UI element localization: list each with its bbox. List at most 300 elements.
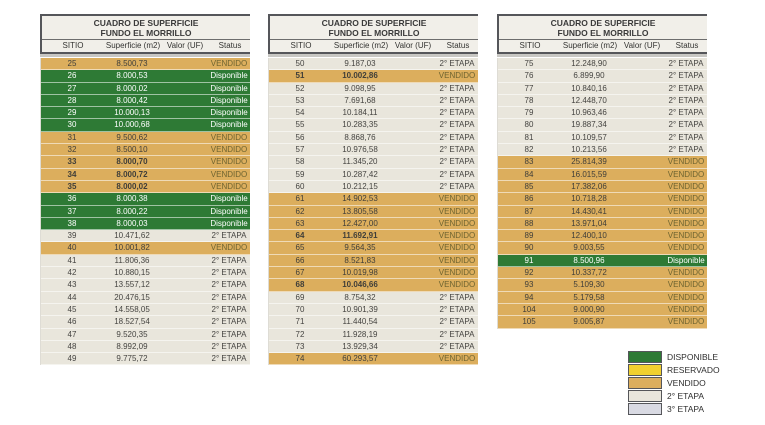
- cell-sitio: 48: [67, 341, 77, 351]
- cell-valor: [618, 242, 664, 254]
- table-row: [498, 218, 707, 230]
- cell-status: 2° ETAPA: [439, 157, 475, 167]
- cell-sitio: 45: [67, 304, 77, 314]
- cell-valor: [161, 58, 207, 70]
- cell-sitio: 30: [67, 120, 77, 130]
- cell-sitio: 27: [67, 83, 77, 93]
- cell-superficie: 10.000,68: [114, 120, 150, 130]
- table-row: [41, 95, 250, 107]
- table-row: [41, 181, 250, 193]
- surface-table: [497, 14, 707, 329]
- column-header-superficie: Superficie (m2): [333, 41, 389, 50]
- cell-valor: [161, 169, 207, 181]
- table-row: [498, 83, 707, 95]
- cell-sitio: 74: [295, 354, 305, 364]
- cell-sitio: 67: [295, 268, 305, 278]
- cell-sitio: 43: [67, 280, 77, 290]
- cell-status: 2° ETAPA: [668, 71, 704, 81]
- cell-valor: [618, 218, 664, 230]
- cell-superficie: 20.476,15: [114, 292, 150, 302]
- cell-status: VENDIDO: [438, 354, 476, 364]
- cell-valor: [389, 255, 435, 267]
- cell-superficie: 8.000,22: [116, 206, 148, 216]
- cell-valor: [389, 107, 435, 119]
- cell-sitio: 91: [524, 255, 534, 265]
- cell-status: 2° ETAPA: [439, 59, 475, 68]
- table-row: [498, 95, 707, 107]
- table-row: [41, 132, 250, 144]
- legend-item: [628, 350, 720, 363]
- cell-sitio: 85: [524, 181, 534, 191]
- cell-sitio: 77: [524, 83, 534, 93]
- cell-valor: [161, 83, 207, 95]
- cell-superficie: 10.283,35: [342, 120, 378, 130]
- cell-status: 2° ETAPA: [439, 292, 475, 302]
- cell-valor: [389, 70, 435, 82]
- cell-status: VENDIDO: [667, 194, 705, 204]
- table-row: [41, 206, 250, 218]
- cell-superficie: 14.430,41: [571, 206, 607, 216]
- cell-superficie: 14.558,05: [114, 304, 150, 314]
- cell-sitio: 86: [524, 194, 534, 204]
- cell-status: VENDIDO: [667, 292, 705, 302]
- table-body: [268, 58, 478, 365]
- cell-status: 2° ETAPA: [439, 132, 475, 142]
- cell-superficie: 10.212,15: [342, 181, 378, 191]
- cell-status: 2° ETAPA: [211, 329, 247, 339]
- cell-sitio: 93: [524, 280, 534, 290]
- table-row: [269, 107, 478, 119]
- cell-superficie: 10.002,86: [342, 71, 378, 81]
- cell-valor: [161, 206, 207, 218]
- cell-status: 2° ETAPA: [439, 169, 475, 179]
- cell-superficie: 18.527,54: [114, 317, 150, 327]
- cell-superficie: 9.005,87: [573, 317, 605, 327]
- cell-sitio: 87: [524, 206, 534, 216]
- cell-sitio: 92: [524, 268, 534, 278]
- cell-sitio: 38: [67, 218, 77, 228]
- cell-superficie: 10.287,42: [342, 169, 378, 179]
- cell-sitio: 47: [67, 329, 77, 339]
- table-row: [41, 353, 250, 365]
- cell-status: 2° ETAPA: [211, 268, 247, 278]
- column-headers: [42, 39, 250, 54]
- cell-valor: [389, 181, 435, 193]
- cell-status: VENDIDO: [210, 181, 248, 191]
- table-row: [269, 304, 478, 316]
- cell-sitio: 72: [295, 329, 305, 339]
- cell-valor: [389, 206, 435, 218]
- cell-status: VENDIDO: [667, 206, 705, 216]
- table-row: [41, 255, 250, 267]
- cell-sitio: 64: [295, 231, 305, 241]
- cell-valor: [161, 341, 207, 353]
- cell-status: VENDIDO: [210, 169, 248, 179]
- cell-superficie: 10.963,46: [571, 108, 607, 118]
- cell-valor: [161, 267, 207, 279]
- cell-superficie: 11.440,54: [342, 317, 378, 327]
- cell-superficie: 9.003,55: [573, 243, 605, 253]
- legend: [628, 350, 720, 415]
- legend-swatch: [628, 390, 662, 402]
- cell-superficie: 10.000,13: [114, 108, 150, 118]
- legend-swatch: [628, 364, 662, 376]
- cell-superficie: 8.000,02: [116, 181, 148, 191]
- cell-sitio: 31: [67, 132, 77, 142]
- table-row: [269, 70, 478, 82]
- table-row: [41, 193, 250, 205]
- cell-valor: [389, 304, 435, 316]
- legend-item: [628, 389, 720, 402]
- legend-swatch: [628, 351, 662, 363]
- cell-status: 2° ETAPA: [439, 181, 475, 191]
- cell-superficie: 17.382,06: [571, 181, 607, 191]
- cell-sitio: 89: [524, 231, 534, 241]
- cell-status: 2° ETAPA: [439, 304, 475, 314]
- cell-status: VENDIDO: [438, 280, 476, 290]
- cell-status: Disponible: [210, 206, 248, 216]
- table-row: [269, 316, 478, 328]
- table-row: [269, 193, 478, 205]
- cell-superficie: 10.471,62: [114, 231, 150, 241]
- cell-superficie: 10.840,16: [571, 83, 607, 93]
- table-row: [498, 119, 707, 131]
- surface-table: [268, 14, 478, 365]
- cell-valor: [389, 169, 435, 181]
- table-row: [498, 242, 707, 254]
- table-row: [269, 279, 478, 291]
- cell-sitio: 105: [522, 317, 536, 327]
- cell-valor: [389, 218, 435, 230]
- table-row: [269, 58, 478, 70]
- table-row: [41, 267, 250, 279]
- table-row: [269, 292, 478, 304]
- cell-valor: [389, 156, 435, 168]
- table-row: [269, 341, 478, 353]
- cell-sitio: 65: [295, 243, 305, 253]
- cell-status: 2° ETAPA: [211, 304, 247, 314]
- table-row: [41, 279, 250, 291]
- column-header-valor: Valor (UF): [623, 41, 661, 50]
- cell-sitio: 44: [67, 292, 77, 302]
- table-row: [269, 144, 478, 156]
- cell-superficie: 12.248,90: [571, 59, 607, 68]
- cell-superficie: 13.805,58: [342, 206, 378, 216]
- table-title: [42, 16, 250, 39]
- cell-valor: [161, 107, 207, 119]
- cell-sitio: 76: [524, 71, 534, 81]
- cell-status: Disponible: [210, 218, 248, 228]
- cell-sitio: 57: [295, 145, 305, 155]
- cell-sitio: 25: [67, 59, 77, 68]
- cell-superficie: 9.187,03: [344, 59, 376, 68]
- column-header-sitio: SITIO: [290, 41, 312, 50]
- cell-valor: [161, 292, 207, 304]
- cell-superficie: 13.557,12: [114, 280, 150, 290]
- cell-status: VENDIDO: [438, 218, 476, 228]
- table-title-line2: FUNDO EL MORRILLO: [100, 28, 192, 38]
- cell-status: VENDIDO: [438, 268, 476, 278]
- cell-valor: [161, 119, 207, 131]
- cell-valor: [389, 230, 435, 242]
- cell-valor: [161, 181, 207, 193]
- cell-status: VENDIDO: [438, 71, 476, 81]
- table-row: [269, 218, 478, 230]
- cell-sitio: 46: [67, 317, 77, 327]
- table-row: [41, 83, 250, 95]
- table-row: [498, 156, 707, 168]
- table-row: [41, 70, 250, 82]
- table-title-line1: CUADRO DE SUPERFICIE: [321, 18, 427, 28]
- cell-superficie: 8.500,10: [116, 145, 148, 155]
- cell-valor: [618, 156, 664, 168]
- table-row: [41, 156, 250, 168]
- column-header-status: Status: [218, 41, 242, 50]
- cell-sitio: 69: [295, 292, 305, 302]
- cell-superficie: 13.971,04: [571, 218, 607, 228]
- cell-superficie: 10.046,66: [342, 280, 378, 290]
- cell-status: VENDIDO: [667, 169, 705, 179]
- cell-superficie: 8.000,02: [116, 83, 148, 93]
- cell-valor: [389, 329, 435, 341]
- cell-superficie: 10.901,39: [342, 304, 378, 314]
- cell-valor: [618, 70, 664, 82]
- cell-status: 2° ETAPA: [439, 329, 475, 339]
- cell-status: VENDIDO: [667, 243, 705, 253]
- cell-valor: [389, 132, 435, 144]
- cell-superficie: 8.000,72: [116, 169, 148, 179]
- cell-superficie: 16.015,59: [571, 169, 607, 179]
- cell-sitio: 60: [295, 181, 305, 191]
- cell-superficie: 5.179,58: [573, 292, 605, 302]
- cell-status: VENDIDO: [210, 132, 248, 142]
- cell-valor: [618, 267, 664, 279]
- cell-superficie: 25.814,39: [571, 157, 607, 167]
- cell-status: 2° ETAPA: [439, 108, 475, 118]
- column-headers: [499, 39, 707, 54]
- cell-valor: [389, 242, 435, 254]
- cell-sitio: 26: [67, 71, 77, 81]
- cell-status: VENDIDO: [438, 231, 476, 241]
- cell-sitio: 66: [295, 255, 305, 265]
- cell-superficie: 12.400,10: [571, 231, 607, 241]
- table-header: [497, 14, 707, 54]
- table-row: [498, 316, 707, 328]
- table-row: [269, 169, 478, 181]
- cell-valor: [618, 206, 664, 218]
- table-header: [268, 14, 478, 54]
- cell-sitio: 50: [295, 59, 305, 68]
- cell-superficie: 8.500,96: [573, 255, 605, 265]
- cell-sitio: 52: [295, 83, 305, 93]
- cell-status: Disponible: [210, 194, 248, 204]
- cell-status: Disponible: [210, 120, 248, 130]
- cell-valor: [389, 267, 435, 279]
- cell-superficie: 5.109,30: [573, 280, 605, 290]
- cell-superficie: 11.928,19: [342, 329, 378, 339]
- cell-superficie: 8.000,03: [116, 218, 148, 228]
- table-row: [498, 193, 707, 205]
- cell-sitio: 53: [295, 95, 305, 105]
- cell-sitio: 54: [295, 108, 305, 118]
- cell-status: 2° ETAPA: [211, 292, 247, 302]
- cell-status: VENDIDO: [667, 268, 705, 278]
- table-title-line2: FUNDO EL MORRILLO: [557, 28, 649, 38]
- cell-sitio: 35: [67, 181, 77, 191]
- cell-sitio: 84: [524, 169, 534, 179]
- cell-valor: [161, 279, 207, 291]
- cell-superficie: 8.754,32: [344, 292, 376, 302]
- cell-status: Disponible: [210, 71, 248, 81]
- cell-valor: [618, 230, 664, 242]
- cell-superficie: 9.098,95: [344, 83, 376, 93]
- cell-status: 2° ETAPA: [211, 354, 247, 364]
- table-row: [498, 70, 707, 82]
- cell-valor: [618, 58, 664, 70]
- cell-status: VENDIDO: [667, 157, 705, 167]
- table-row: [41, 119, 250, 131]
- cell-valor: [618, 193, 664, 205]
- cell-sitio: 55: [295, 120, 305, 130]
- cell-status: VENDIDO: [438, 243, 476, 253]
- column-header-superficie: Superficie (m2): [105, 41, 161, 50]
- cell-superficie: 8.868,76: [344, 132, 376, 142]
- table-row: [498, 292, 707, 304]
- table-row: [498, 230, 707, 242]
- cell-sitio: 78: [524, 95, 534, 105]
- cell-status: 2° ETAPA: [211, 255, 247, 265]
- legend-item: [628, 402, 720, 415]
- table-body: [497, 58, 707, 329]
- cell-superficie: 14.902,53: [342, 194, 378, 204]
- cell-sitio: 88: [524, 218, 534, 228]
- cell-superficie: 60.293,57: [342, 354, 378, 364]
- cell-status: VENDIDO: [210, 145, 248, 155]
- cell-sitio: 94: [524, 292, 534, 302]
- cell-valor: [389, 292, 435, 304]
- cell-superficie: 11.806,36: [114, 255, 150, 265]
- cell-valor: [389, 58, 435, 70]
- cell-superficie: 8.000,70: [116, 157, 148, 167]
- cell-superficie: 8.000,53: [116, 71, 148, 81]
- cell-superficie: 10.337,72: [571, 268, 607, 278]
- cell-valor: [161, 304, 207, 316]
- cell-sitio: 40: [67, 243, 77, 253]
- legend-label: VENDIDO: [667, 377, 706, 388]
- cell-sitio: 37: [67, 206, 77, 216]
- cell-valor: [618, 119, 664, 131]
- table-title-line1: CUADRO DE SUPERFICIE: [550, 18, 656, 28]
- cell-valor: [389, 316, 435, 328]
- table-row: [498, 206, 707, 218]
- cell-valor: [161, 193, 207, 205]
- table-row: [269, 230, 478, 242]
- cell-valor: [389, 95, 435, 107]
- column-header-valor: Valor (UF): [394, 41, 432, 50]
- table-row: [41, 169, 250, 181]
- table-row: [41, 329, 250, 341]
- table-row: [498, 58, 707, 70]
- cell-superficie: 9.775,72: [116, 354, 148, 364]
- cell-superficie: 8.500,73: [116, 59, 148, 68]
- cell-valor: [161, 242, 207, 254]
- table-row: [41, 292, 250, 304]
- cell-status: 2° ETAPA: [211, 341, 247, 351]
- cell-superficie: 8.000,42: [116, 95, 148, 105]
- column-header-status: Status: [446, 41, 470, 50]
- cell-status: 2° ETAPA: [668, 83, 704, 93]
- cell-sitio: 49: [67, 354, 77, 364]
- cell-superficie: 8.521,83: [344, 255, 376, 265]
- cell-superficie: 19.887,34: [571, 120, 607, 130]
- cell-superficie: 10.184,11: [342, 108, 378, 118]
- table-row: [269, 329, 478, 341]
- table-row: [269, 353, 478, 365]
- cell-sitio: 83: [524, 157, 534, 167]
- cell-valor: [389, 83, 435, 95]
- cell-sitio: 81: [524, 132, 534, 142]
- cell-superficie: 9.520,35: [116, 329, 148, 339]
- cell-sitio: 73: [295, 341, 305, 351]
- cell-valor: [161, 218, 207, 230]
- table-row: [498, 181, 707, 193]
- table-row: [269, 83, 478, 95]
- cell-valor: [389, 119, 435, 131]
- cell-superficie: 11.692,91: [342, 231, 378, 241]
- cell-valor: [618, 255, 664, 267]
- header-divider: [268, 54, 478, 57]
- cell-status: Disponible: [667, 255, 705, 265]
- cell-status: VENDIDO: [667, 280, 705, 290]
- cell-status: VENDIDO: [667, 304, 705, 314]
- table-row: [498, 132, 707, 144]
- cell-status: 2° ETAPA: [439, 83, 475, 93]
- cell-superficie: 10.019,98: [342, 268, 378, 278]
- cell-superficie: 12.427,00: [342, 218, 378, 228]
- cell-sitio: 71: [295, 317, 305, 327]
- cell-sitio: 104: [522, 304, 536, 314]
- cell-sitio: 75: [524, 59, 534, 68]
- table-body: [40, 58, 250, 365]
- table-row: [41, 230, 250, 242]
- legend-label: DISPONIBLE: [667, 351, 719, 362]
- cell-sitio: 36: [67, 194, 77, 204]
- cell-valor: [618, 107, 664, 119]
- cell-sitio: 82: [524, 145, 534, 155]
- cell-status: 2° ETAPA: [668, 59, 704, 68]
- table-row: [41, 304, 250, 316]
- cell-superficie: 12.448,70: [571, 95, 607, 105]
- legend-swatch: [628, 403, 662, 415]
- cell-superficie: 10.718,28: [571, 194, 607, 204]
- cell-status: VENDIDO: [210, 243, 248, 253]
- surface-table: [40, 14, 250, 365]
- cell-superficie: 9.564,35: [344, 243, 376, 253]
- cell-status: Disponible: [210, 95, 248, 105]
- cell-sitio: 56: [295, 132, 305, 142]
- cell-superficie: 8.992,09: [116, 341, 148, 351]
- cell-valor: [161, 316, 207, 328]
- table-row: [269, 255, 478, 267]
- table-row: [498, 255, 707, 267]
- cell-valor: [389, 341, 435, 353]
- cell-sitio: 33: [67, 157, 77, 167]
- cell-valor: [618, 144, 664, 156]
- table-row: [41, 316, 250, 328]
- cell-valor: [618, 292, 664, 304]
- cell-status: 2° ETAPA: [439, 317, 475, 327]
- cell-sitio: 62: [295, 206, 305, 216]
